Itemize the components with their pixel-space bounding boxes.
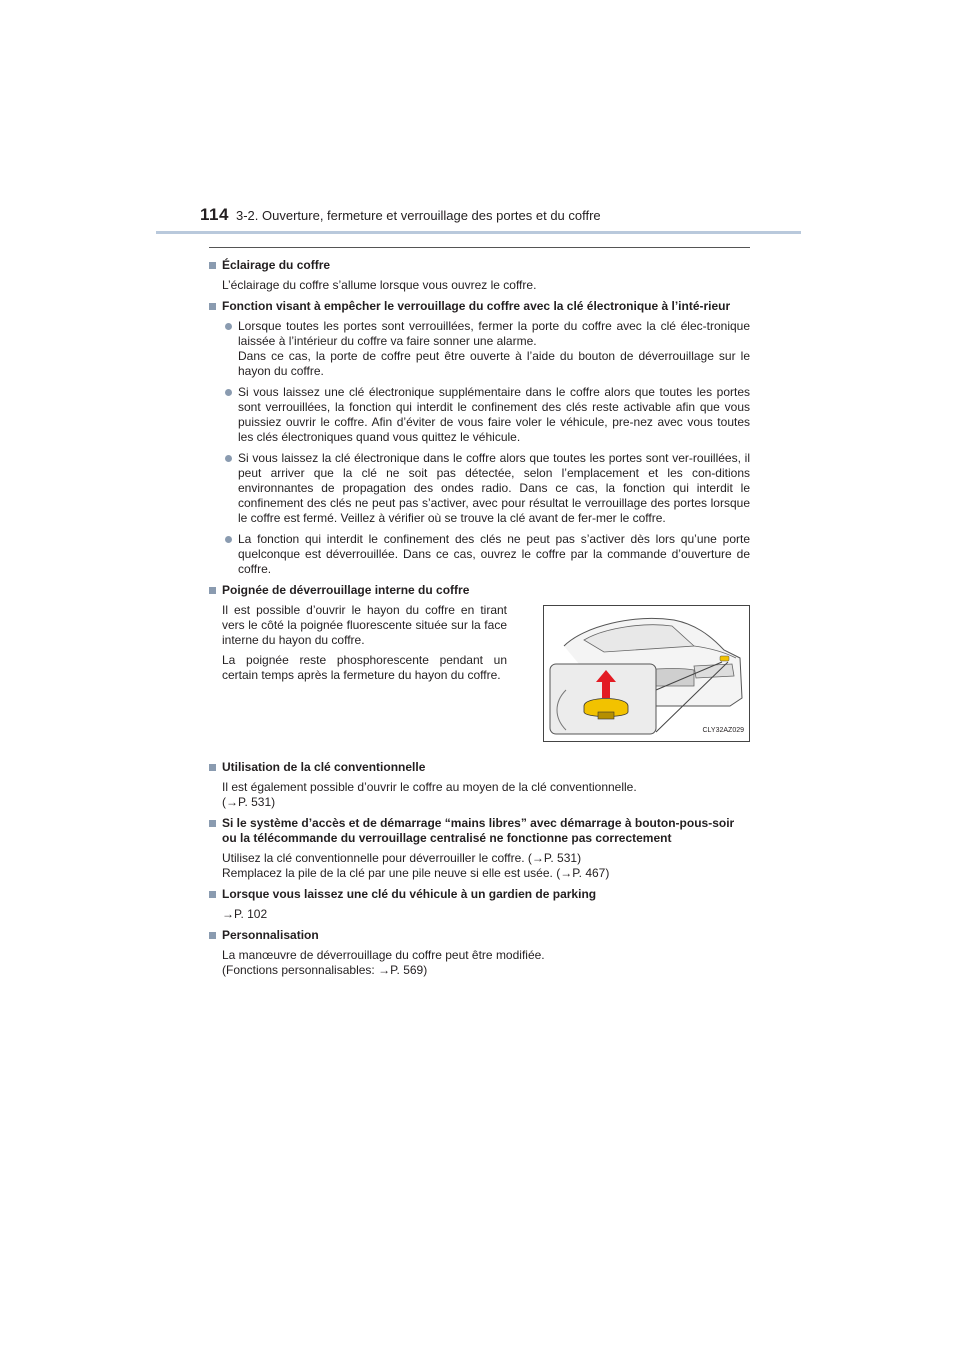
list-item bbox=[209, 451, 750, 526]
section-text: Utilisez la clé conventionnelle pour déverrouiller le coffre. (→P. 531) bbox=[222, 851, 582, 865]
section-text: Il est possible d’ouvrir le hayon du coffre en tirant vers le côté la poignée fluorescente située sur la face interne du hayon du coffre. bbox=[222, 603, 507, 647]
section-heading: Fonction visant à empêcher le verrouillage du coffre avec la clé électronique à l’inté-rieur bbox=[209, 299, 750, 314]
section-mechanical-key bbox=[209, 760, 750, 810]
page-reference: (Fonctions personnalisables: →P. 569) bbox=[222, 963, 428, 977]
list-item bbox=[209, 532, 750, 577]
section-valet bbox=[209, 887, 750, 922]
handle-marker-icon bbox=[720, 656, 729, 661]
section-text: Remplacez la pile de la clé par une pile neuve si elle est usée. (→P. 467) bbox=[222, 866, 610, 880]
section-customization bbox=[209, 928, 750, 978]
bullet-text: Dans ce cas, la porte de coffre peut être ouverte à l’aide du bouton de déverrouillage sur le hayon du coffre. bbox=[238, 349, 750, 378]
list-item bbox=[209, 385, 750, 445]
list-item bbox=[209, 319, 750, 379]
section-heading: Lorsque vous laissez une clé du véhicule à un gardien de parking bbox=[209, 887, 750, 902]
section-text: La manœuvre de déverrouillage du coffre peut être modifiée. bbox=[222, 948, 545, 962]
bullet-text: La fonction qui interdit le confinement des clés ne peut pas s’activer dès lors qu’une porte quelconque est déverrouillée. Dans ce cas, ouvrez le coffre par la commande d’ouverture de coffre. bbox=[238, 532, 750, 576]
section-text: Il est également possible d’ouvrir le coffre au moyen de la clé conventionnelle. bbox=[222, 780, 637, 794]
bullet-text: Lorsque toutes les portes sont verrouillées, fermer la porte du coffre avec la clé élec-tronique laissée à l’intérieur du coffre va faire sonner une alarme. bbox=[238, 319, 750, 348]
car-rear-icon bbox=[544, 606, 749, 741]
section-heading: Utilisation de la clé conventionnelle bbox=[209, 760, 750, 775]
section-text: La poignée reste phosphorescente pendant un certain temps après la fermeture du hayon du coffre. bbox=[222, 653, 507, 682]
page-reference: →P. 102 bbox=[222, 907, 268, 921]
section-lighting bbox=[209, 258, 750, 293]
header-rule bbox=[156, 231, 801, 234]
section-internal-handle bbox=[209, 583, 750, 742]
content-rule bbox=[209, 247, 750, 248]
page-number: 114 bbox=[200, 205, 229, 224]
section-heading: Si le système d’accès et de démarrage “mains libres” avec démarrage à bouton-pous-soir ou la télécommande du verrouillage centralisé ne fonctionne pas correctement bbox=[209, 816, 750, 846]
page-reference: (→P. 531) bbox=[222, 795, 276, 809]
bullet-text: Si vous laissez une clé électronique supplémentaire dans le coffre alors que toutes les portes sont verrouillées, la fonction qui interdit le confinement des clés reste activable afin que vous puissiez ouvrir le coffre. Afin d’éviter de vous faire voler le véhicule, pre-nez avec vous toutes les clés électroniques quand vous quittez le véhicule. bbox=[238, 385, 750, 444]
page-content bbox=[209, 258, 750, 984]
figure-code: CLY32AZ029 bbox=[702, 727, 744, 734]
section-heading: Poignée de déverrouillage interne du coffre bbox=[209, 583, 750, 598]
chapter-title: 3-2. Ouverture, fermeture et verrouillage des portes et du coffre bbox=[236, 208, 601, 223]
section-text: L’éclairage du coffre s’allume lorsque vous ouvrez le coffre. bbox=[222, 278, 537, 292]
section-heading: Personnalisation bbox=[209, 928, 750, 943]
bullet-text: Si vous laissez la clé électronique dans le coffre alors que toutes les portes sont ver-rouillées, il peut arriver que la clé ne soit pas détectée, selon l’emplacement et les con-ditions environnantes de propagation des ondes radio. Dans ce cas, la fonction qui interdit le confinement des clés ne peut pas s’activer, avec pour résultat le verrouillage des portes lorsque le coffre est fermé. Veillez à vérifier où se trouve la clé avant de fer-mer le coffre. bbox=[238, 451, 750, 525]
trunk-handle-illustration bbox=[543, 605, 750, 742]
section-smart-system-failure bbox=[209, 816, 750, 881]
section-lock-prevention bbox=[209, 299, 750, 577]
section-heading: Éclairage du coffre bbox=[209, 258, 750, 273]
